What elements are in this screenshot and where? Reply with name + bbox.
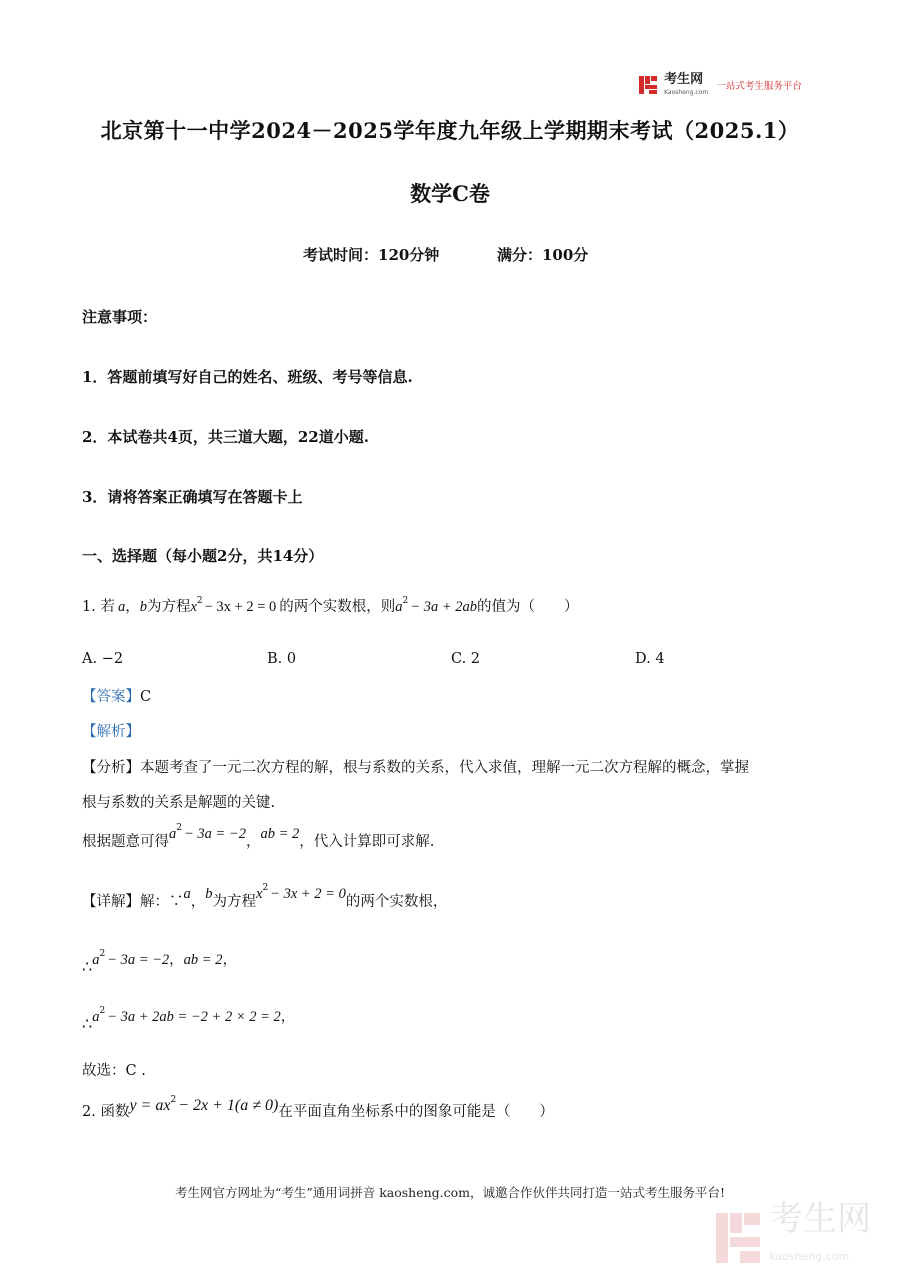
header-logo <box>639 73 802 97</box>
page-subtitle: 数学C卷 <box>410 181 490 206</box>
question-2-stem: 2. 函数$y = ax^2 - 2x + 1(a \ne 0)$在平面直角坐标系中的图象可能是（ ） <box>82 1095 554 1120</box>
option-d: D. 4 <box>635 651 665 667</box>
analysis-text: 【分析】本题考查了一元二次方程的解，根与系数的关系，代入求值，理解一元二次方程解的概念，掌握 <box>82 760 749 776</box>
analysis-label: 【解析】 <box>82 724 140 740</box>
option-c: C. 2 <box>451 651 481 667</box>
notice-item: 1．答题前填写好自己的姓名、班级、考号等信息. <box>82 368 413 386</box>
notice-item: 3．请将答案正确填写在答题卡上 <box>82 488 303 506</box>
exam-time: 考试时间：120分钟 <box>303 246 440 264</box>
notice-item: 2．本试卷共4页，共三道大题，22道小题. <box>82 428 369 446</box>
answer-line <box>82 685 151 706</box>
question-1-stem: 1. 若 a，b为方程$x^2 - 3x + 2 = 0$ 的两个实数根，则$a^2 - 3a + 2ab$的值为（ ） <box>82 596 579 615</box>
solution-step-2: $\therefore a^2 - 3a + 2ab = -2 + 2 \times 2 = 2$， <box>82 1006 296 1033</box>
logo-brand-en: Kaosheng.com <box>664 89 709 96</box>
watermark-logo-icon <box>716 1213 760 1263</box>
notice-heading: 注意事项： <box>82 308 158 326</box>
footer-text: 考生网官方网址为“考生”通用词拼音 kaosheng.com，诚邀合作伙伴共同打造一站式考生服务平台! <box>174 1185 726 1200</box>
answer-label: 【答案】 <box>82 689 140 705</box>
answer-value: C <box>140 689 152 705</box>
section-heading: 一、选择题（每小题2分，共14分） <box>82 547 324 565</box>
page-title: 北京第十一中学2024－2025学年度九年级上学期期末考试（2025.1） <box>100 118 800 143</box>
watermark-brand-en: kaosheng.com <box>769 1250 850 1263</box>
detail-line: 【详解】解：∵a，b为方程$x^2 - 3x + 2 = 0$的两个实数根， <box>82 883 448 910</box>
logo-brand-cn: 考生网 <box>664 72 704 87</box>
analysis-text: 根与系数的关系是解题的关键. <box>82 795 276 811</box>
watermark-brand-cn: 考生网 <box>769 1199 872 1239</box>
watermark <box>716 1199 872 1272</box>
kaosheng-logo-icon <box>639 76 657 94</box>
logo-slogan: 一站式考生服务平台 <box>716 81 802 92</box>
solution-step-1: $\therefore a^2 - 3a = -2$，ab = 2， <box>82 949 237 976</box>
final-choice: 故选：C . <box>82 1063 146 1079</box>
derivation-line: 根据题意可得$a^2 - 3a = -2$，ab = 2，代入计算即可求解. <box>82 823 435 850</box>
option-a: A. −2 <box>82 651 124 667</box>
full-score: 满分：100分 <box>497 246 589 264</box>
option-b: B. 0 <box>267 651 297 667</box>
